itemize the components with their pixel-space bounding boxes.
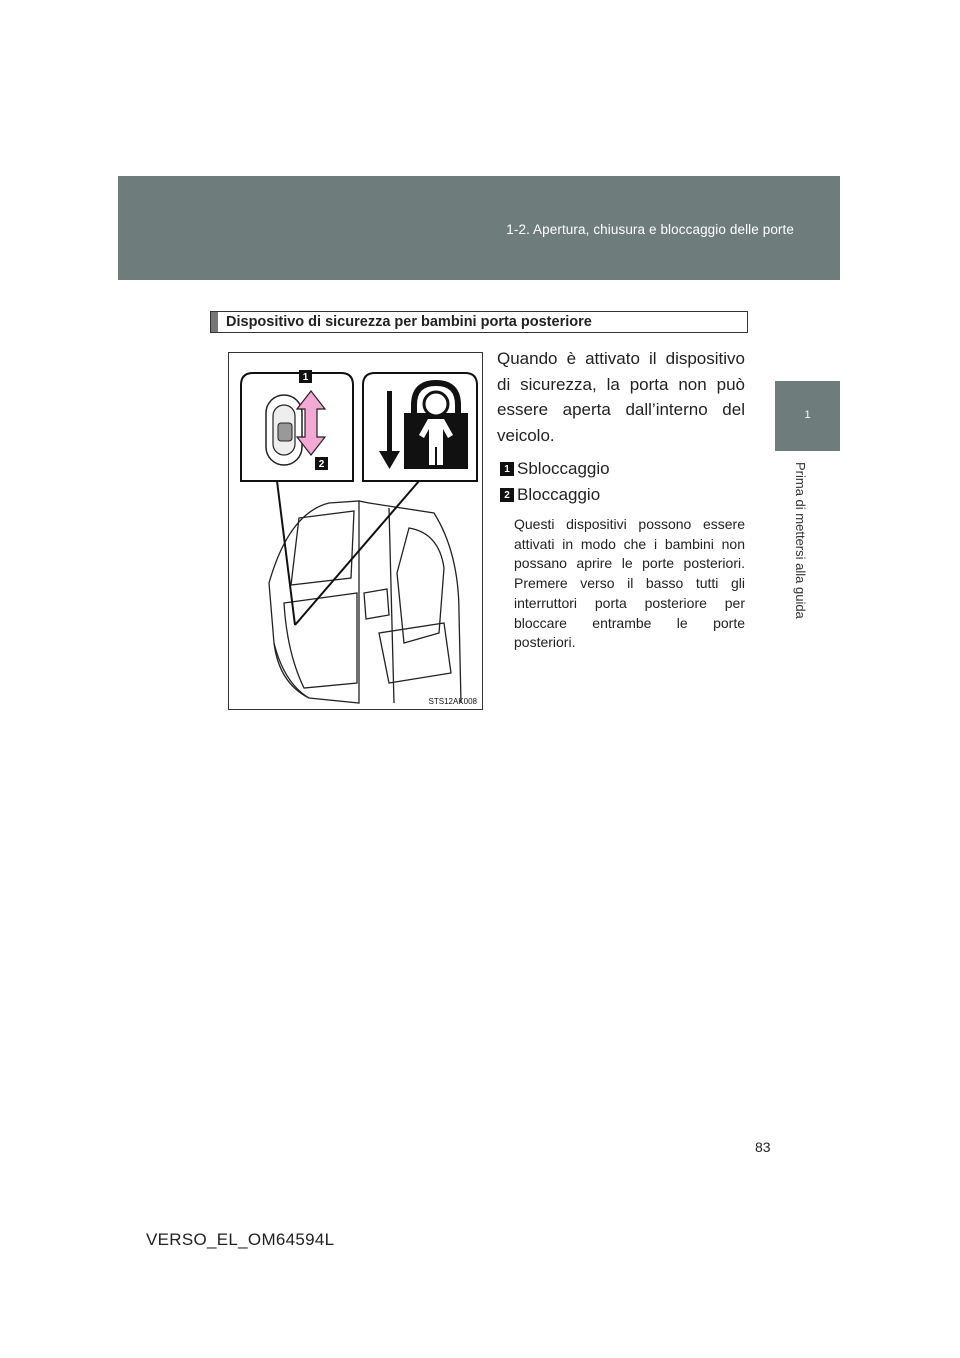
heading-bar — [211, 312, 218, 332]
seat-base — [379, 623, 451, 683]
page-number: 83 — [755, 1139, 771, 1155]
legend-item-unlock — [500, 459, 610, 479]
chapter-tab — [775, 381, 840, 451]
body-line — [359, 501, 369, 503]
door-illustration — [229, 353, 484, 711]
door-handle-recess — [364, 589, 389, 619]
callout-1 — [299, 370, 312, 383]
door-window — [291, 511, 354, 585]
door-trim — [284, 593, 357, 688]
section-body: Quando è attivato il dispositivo di sicurezza, la porta non può essere aperta dall’interno del veicolo. — [497, 349, 745, 445]
switch-housing — [266, 395, 302, 465]
chapter-title: Prima di mettersi alla guida — [793, 462, 808, 619]
callout-2-label: 2 — [318, 459, 325, 470]
child-lock-illustration — [228, 352, 483, 710]
callout-2 — [315, 457, 328, 470]
callout-1-label: 1 — [302, 372, 309, 383]
b-pillar — [389, 508, 394, 703]
figure-code: STS12AK008 — [428, 697, 477, 706]
child-lock-icon — [404, 383, 468, 469]
legend-item-lock — [500, 485, 600, 505]
section-title: 1-2. Apertura, chiusura e bloccaggio delle porte — [506, 222, 794, 237]
legend-label: Sbloccaggio — [517, 459, 610, 478]
legend-number: 2 — [500, 488, 514, 502]
legend-label: Bloccaggio — [517, 485, 601, 504]
header-band — [118, 176, 840, 280]
legend-number: 1 — [500, 462, 514, 476]
section-heading — [210, 311, 748, 333]
seat-back — [397, 528, 444, 643]
heading-text: Dispositivo di sicurezza per bambini porta posteriore — [226, 314, 592, 330]
section-note: Questi dispositivi possono essere attivati in modo che i bambini non possano aprire le porte posteriori. Premere verso il basso tutti gli interruttori porta posteriore per bloccare entrambe le porte posteriori. — [514, 516, 745, 651]
document-code: VERSO_EL_OM64594L — [146, 1230, 335, 1249]
chapter-number: 1 — [804, 409, 811, 421]
